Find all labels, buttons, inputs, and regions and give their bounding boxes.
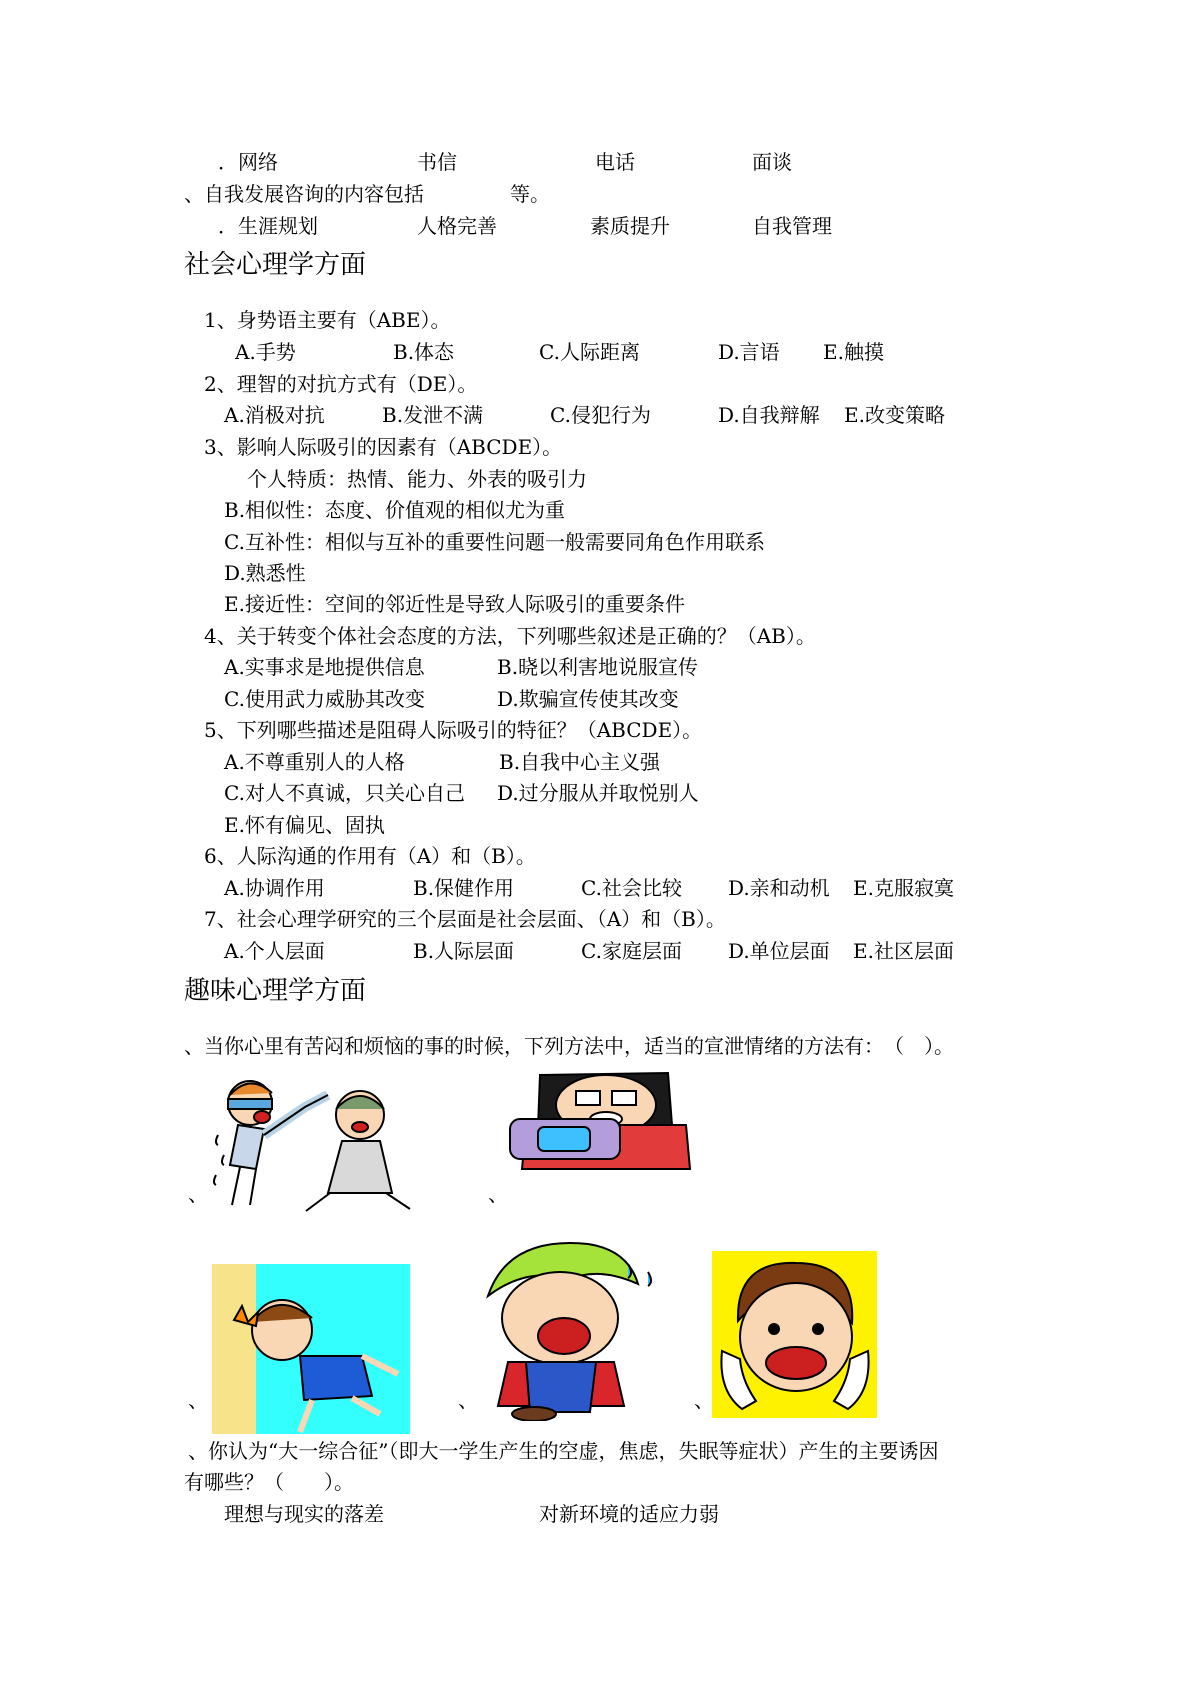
option-d: D.单位层面 bbox=[728, 939, 830, 963]
option-b: 对新环境的适应力弱 bbox=[539, 1502, 719, 1526]
option-b: B.自我中心主义强 bbox=[499, 750, 661, 774]
option-d: D.过分服从并取悦别人 bbox=[497, 781, 699, 805]
question-stem: 6、人际沟通的作用有（A）和（B）。 bbox=[204, 844, 536, 868]
option-b: B.保健作用 bbox=[413, 876, 515, 900]
option-mark: 、 bbox=[188, 1388, 208, 1412]
question-stem: 3、影响人际吸引的因素有（ABCDE）。 bbox=[204, 435, 563, 459]
option-a: A.实事求是地提供信息 bbox=[224, 655, 425, 679]
question-stem: 、当你心里有苦闷和烦恼的事的时候，下列方法中，适当的宣泄情绪的方法有： （ ）。 bbox=[184, 1034, 954, 1058]
section-heading: 趣味心理学方面 bbox=[184, 976, 367, 1006]
option-c: 素质提升 bbox=[590, 214, 670, 238]
option-e: E.社区层面 bbox=[853, 939, 954, 963]
option-c: C.家庭层面 bbox=[581, 939, 682, 963]
karate-kick-illustration bbox=[210, 1065, 430, 1213]
shouting-boy-illustration bbox=[712, 1251, 877, 1418]
option-a: A.不尊重别人的人格 bbox=[224, 750, 405, 774]
option-c: C.使用武力威胁其改变 bbox=[224, 687, 425, 711]
option-b: B.晓以利害地说服宣传 bbox=[497, 655, 699, 679]
option-a: A.消极对抗 bbox=[224, 403, 325, 427]
option-c: C.人际距离 bbox=[539, 340, 640, 364]
option-b: B.发泄不满 bbox=[382, 403, 484, 427]
option-d: 面谈 bbox=[752, 150, 792, 174]
option-line: E.接近性：空间的邻近性是导致人际吸引的重要条件 bbox=[224, 592, 685, 616]
option-a: 理想与现实的落差 bbox=[224, 1502, 384, 1526]
option-d: D.欺骗宣传使其改变 bbox=[497, 687, 679, 711]
pillow-squeeze-illustration bbox=[508, 1065, 704, 1173]
question-stem-continuation: 有哪些？（ ）。 bbox=[184, 1470, 354, 1494]
option-d: 自我管理 bbox=[752, 214, 832, 238]
option-mark: 、 bbox=[488, 1182, 508, 1206]
option-mark: 、 bbox=[188, 1182, 208, 1206]
option-b: B.人际层面 bbox=[413, 939, 515, 963]
option-line: B.相似性：态度、价值观的相似尤为重 bbox=[224, 498, 566, 522]
option-line: C.互补性：相似与互补的重要性问题一般需要同角色作用联系 bbox=[224, 530, 765, 554]
option-e: E.克服寂寞 bbox=[853, 876, 954, 900]
crying-boy-illustration bbox=[478, 1236, 666, 1421]
option-mark: 、 bbox=[694, 1388, 714, 1412]
option-b: B.体态 bbox=[393, 340, 455, 364]
question-stem: 4、关于转变个体社会态度的方法，下列哪些叙述是正确的？（AB）。 bbox=[204, 624, 816, 648]
question-stem-tail: 等。 bbox=[510, 182, 550, 206]
option-mark: 、 bbox=[458, 1388, 478, 1412]
question-stem: 1、身势语主要有（ABE）。 bbox=[204, 308, 451, 332]
option-a: A.协调作用 bbox=[224, 876, 325, 900]
section-heading: 社会心理学方面 bbox=[184, 250, 367, 280]
option-line: 个人特质：热情、能力、外表的吸引力 bbox=[247, 467, 587, 491]
question-stem: 7、社会心理学研究的三个层面是社会层面、（A）和（B）。 bbox=[204, 907, 726, 931]
wall-running-illustration bbox=[212, 1264, 410, 1434]
option-e: E.怀有偏见、固执 bbox=[224, 813, 385, 837]
option-e: E.触摸 bbox=[823, 340, 884, 364]
question-stem: 5、下列哪些描述是阻碍人际吸引的特征？（ABCDE）。 bbox=[204, 718, 703, 742]
option-d: D.亲和动机 bbox=[728, 876, 830, 900]
option-b: 人格完善 bbox=[417, 214, 497, 238]
option-a: A.个人层面 bbox=[224, 939, 325, 963]
question-stem: 、你认为“大一综合征”（即大一学生产生的空虚，焦虑，失眠等症状）产生的主要诱因 bbox=[188, 1439, 939, 1463]
option-d: D.自我辩解 bbox=[718, 403, 820, 427]
question-stem: 2、理智的对抗方式有（DE）。 bbox=[204, 372, 478, 396]
option-c: C.社会比较 bbox=[581, 876, 682, 900]
question-stem: 、自我发展咨询的内容包括 bbox=[184, 182, 424, 206]
option-e: E.改变策略 bbox=[844, 403, 945, 427]
option-c: C.侵犯行为 bbox=[550, 403, 651, 427]
option-c: C.对人不真诚，只关心自己 bbox=[224, 781, 465, 805]
option-b: 书信 bbox=[417, 150, 457, 174]
option-a: A.手势 bbox=[235, 340, 296, 364]
option-d: D.言语 bbox=[718, 340, 780, 364]
option-line: D.熟悉性 bbox=[224, 561, 306, 585]
option-a: ．生涯规划 bbox=[218, 214, 318, 238]
option-c: 电话 bbox=[595, 150, 635, 174]
option-a: ．网络 bbox=[218, 150, 278, 174]
